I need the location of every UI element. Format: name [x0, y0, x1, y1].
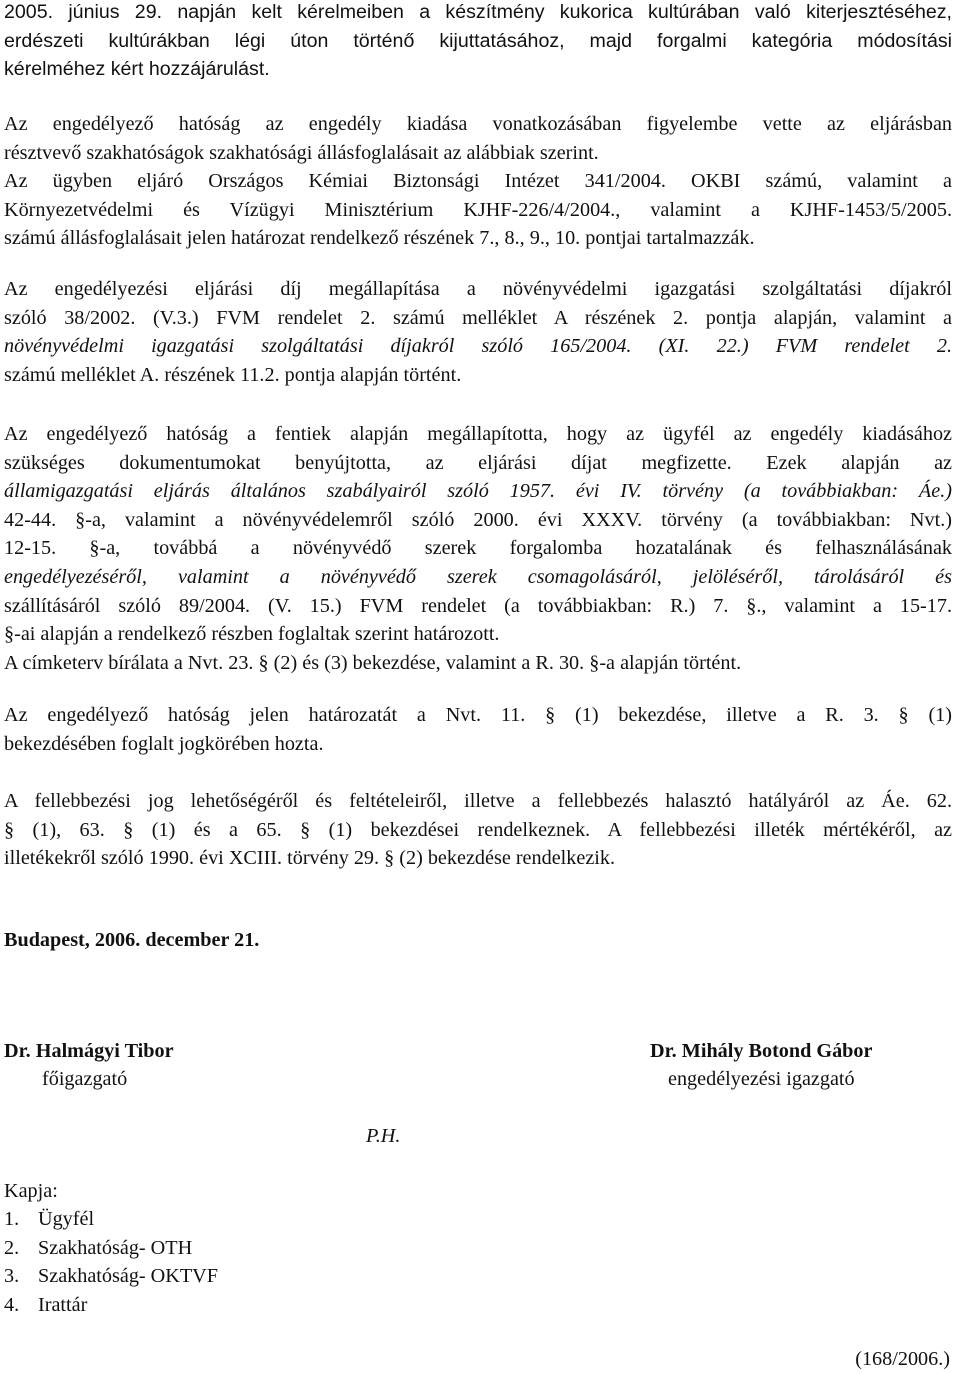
distribution-heading: Kapja:: [4, 1180, 58, 1202]
paragraph-line: bekezdésében foglalt jogkörében hozta.: [4, 732, 324, 755]
paragraph-line: szóló 38/2002. (V.3.) FVM rendelet 2. számú melléklet A részének 2. pontja alapján, valamint a: [4, 306, 952, 329]
left-signatory-name: Dr. Halmágyi Tibor: [4, 1040, 174, 1062]
paragraph-line: növényvédelmi igazgatási szolgáltatási díjakról szóló 165/2004. (XI. 22.) FVM rendelet 2.: [4, 335, 952, 358]
reference-number: (168/2006.): [855, 1348, 950, 1370]
paragraph-line: Az engedélyező hatóság az engedély kiadása vonatkozásában figyelembe vette az eljárásban: [4, 113, 952, 135]
appeal-paragraph: [4, 787, 952, 873]
fee-paragraph: [4, 275, 952, 389]
competence-paragraph: [4, 701, 952, 758]
left-signatory-title: főigazgató: [42, 1068, 128, 1090]
list-item-number: 4.: [4, 1293, 20, 1316]
place-date: Budapest, 2006. december 21.: [4, 929, 260, 951]
distribution-list: [4, 1177, 218, 1319]
list-item-label: Szakhatóság- OKTVF: [38, 1265, 218, 1288]
paragraph-line: Az ügyben eljáró Országos Kémiai Biztonsági Intézet 341/2004. OKBI számú, valamint a: [4, 170, 952, 193]
list-item-number: 1.: [4, 1208, 20, 1231]
paragraph-line: résztvevő szakhatóságok szakhatósági állásfoglalásait az alábbiak szerint.: [4, 141, 599, 164]
list-item-label: Szakhatóság- OTH: [38, 1236, 193, 1259]
list-item-label: Irattár: [38, 1293, 88, 1316]
paragraph-line: államigazgatási eljárás általános szabályairól szóló 1957. évi IV. törvény (a továbbiakban: Áe.): [4, 480, 952, 503]
intro-line: erdészeti kultúrákban légi úton történő kijuttatásához, majd forgalmi kategória módosítási: [4, 29, 952, 52]
paragraph-line: illetékekről szóló 1990. évi XCIII. törvény 29. § (2) bekezdése rendelkezik.: [4, 847, 616, 870]
paragraph-line: A fellebbezési jog lehetőségéről és feltételeiről, illetve a fellebbezés halasztó hatályáról az Áe. 62.: [4, 790, 952, 812]
paragraph-line: számú melléklet A. részének 11.2. pontja alapján történt.: [4, 363, 462, 386]
right-signatory-name: Dr. Mihály Botond Gábor: [650, 1040, 873, 1062]
paragraph-line: Az engedélyező hatóság a fentiek alapján megállapította, hogy az ügyfél az engedély kiadásához: [4, 423, 952, 445]
paragraph-line: számú állásfoglalásait jelen határozat rendelkező részének 7., 8., 9., 10. pontjai tartalmazzák.: [4, 227, 755, 250]
paragraph-line: §-ai alapján a rendelkező részben foglaltak szerint határozott.: [4, 623, 500, 646]
authorities-paragraph: [4, 110, 952, 253]
paragraph-line: szállításáról szóló 89/2004. (V. 15.) FVM rendelet (a továbbiakban: R.) 7. §., valamint a 15-17.: [4, 594, 952, 617]
paragraph-line: Az engedélyező hatóság jelen határozatát a Nvt. 11. § (1) bekezdése, illetve a R. 3. § (1): [4, 704, 952, 726]
list-item: [4, 1291, 218, 1319]
paragraph-line: 42-44. §-a, valamint a növényvédelemről szóló 2000. évi XXXV. törvény (a továbbiakban: Nvt.): [4, 508, 952, 531]
paragraph-line: A címketerv bírálata a Nvt. 23. § (2) és (3) bekezdése, valamint a R. 30. §-a alapján történt.: [4, 651, 742, 674]
paragraph-line: Az engedélyezési eljárási díj megállapítása a növényvédelmi igazgatási szolgáltatási díjakról: [4, 278, 952, 300]
list-item-number: 3.: [4, 1265, 20, 1288]
paragraph-line: Környezetvédelmi és Vízügyi Minisztérium KJHF-226/4/2004., valamint a KJHF-1453/5/2005.: [4, 198, 952, 221]
right-signatory-title: engedélyezési igazgató: [668, 1068, 855, 1090]
paragraph-line: 12-15. §-a, továbbá a növényvédő szerek forgalomba hozatalának és felhasználásának: [4, 537, 952, 560]
list-item-label: Ügyfél: [38, 1208, 95, 1231]
paragraph-line: engedélyezéséről, valamint a növényvédő szerek csomagolásáról, jelöléséről, tárolásáról és: [4, 565, 952, 588]
intro-line: 2005. június 29. napján kelt kérelmeiben a készítmény kukorica kultúrában való kiterjesztéséhez,: [4, 1, 952, 23]
list-item: [4, 1262, 218, 1290]
paragraph-line: § (1), 63. § (1) és a 65. § (1) bekezdései rendelkeznek. A fellebbezési illeték mértékéről, az: [4, 818, 952, 841]
list-item: [4, 1205, 218, 1233]
intro-line: kérelméhez kért hozzájárulást.: [4, 58, 270, 81]
paragraph-line: szükséges dokumentumokat benyújtotta, az eljárási díjat megfizette. Ezek alapján az: [4, 451, 952, 474]
list-item: [4, 1234, 218, 1262]
intro-paragraph: [4, 0, 952, 84]
seal-mark: P.H.: [366, 1125, 401, 1147]
findings-paragraph: [4, 420, 952, 677]
list-item-number: 2.: [4, 1236, 20, 1259]
